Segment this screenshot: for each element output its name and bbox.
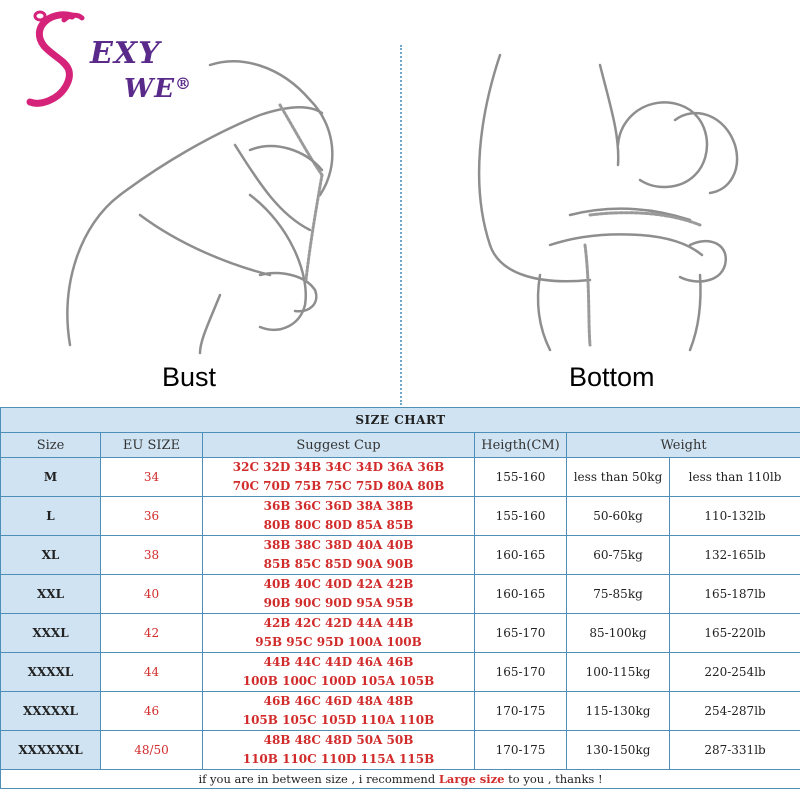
weight-kg-cell: 100-115kg <box>567 653 670 692</box>
table-footer-row <box>1 770 800 789</box>
table-row <box>1 614 800 653</box>
eu-size-cell: 38 <box>101 536 203 575</box>
header-height: Heigth(CM) <box>475 433 567 458</box>
table-row <box>1 458 800 497</box>
cup-line-1: 48B 48C 48D 50A 50B <box>263 733 414 747</box>
eu-size-cell: 36 <box>101 497 203 536</box>
cup-line-1: 32C 32D 34B 34C 34D 36A 36B <box>232 460 445 474</box>
weight-kg-cell: 130-150kg <box>567 731 670 770</box>
cup-line-1: 36B 36C 36D 38A 38B <box>263 499 414 513</box>
large-size-highlight: Large size <box>438 772 505 786</box>
header-size: Size <box>1 433 101 458</box>
cup-line-2: 80B 80C 80D 85A 85B <box>263 518 414 532</box>
weight-lb-cell: 165-187lb <box>670 575 800 614</box>
size-cell: M <box>1 458 101 497</box>
bust-measure-illustration <box>60 45 390 355</box>
weight-lb-cell: 132-165lb <box>670 536 800 575</box>
weight-lb-cell: 254-287lb <box>670 692 800 731</box>
cup-line-2: 90B 90C 90D 95A 95B <box>263 596 414 610</box>
weight-kg-cell: 85-100kg <box>567 614 670 653</box>
weight-kg-cell: 75-85kg <box>567 575 670 614</box>
size-cell: XXXXL <box>1 653 101 692</box>
cup-line-2: 70C 70D 75B 75C 75D 80A 80B <box>232 479 445 493</box>
table-row <box>1 692 800 731</box>
cup-line-1: 38B 38C 38D 40A 40B <box>263 538 414 552</box>
table-row <box>1 575 800 614</box>
eu-size-cell: 48/50 <box>101 731 203 770</box>
eu-size-cell: 42 <box>101 614 203 653</box>
eu-size-cell: 44 <box>101 653 203 692</box>
cup-line-1: 46B 46C 46D 48A 48B <box>263 694 414 708</box>
table-header-row <box>1 433 800 458</box>
header-suggest-cup: Suggest Cup <box>203 433 475 458</box>
height-cell: 155-160 <box>475 458 567 497</box>
table-title-row <box>1 408 800 433</box>
header-weight: Weight <box>567 433 800 458</box>
height-cell: 165-170 <box>475 653 567 692</box>
cup-line-2: 105B 105C 105D 110A 110B <box>242 713 435 727</box>
cup-line-2: 110B 110C 110D 115A 115B <box>242 752 435 766</box>
weight-lb-cell: 165-220lb <box>670 614 800 653</box>
size-chart-table <box>0 407 800 789</box>
bottom-caption: Bottom <box>569 362 655 392</box>
section-divider <box>400 45 402 405</box>
cup-cell <box>203 614 475 653</box>
cup-cell <box>203 536 475 575</box>
weight-lb-cell: 287-331lb <box>670 731 800 770</box>
eu-size-cell: 40 <box>101 575 203 614</box>
size-cell: XXXXXXL <box>1 731 101 770</box>
eu-size-cell: 46 <box>101 692 203 731</box>
eu-size-cell: 34 <box>101 458 203 497</box>
weight-kg-cell: less than 50kg <box>567 458 670 497</box>
brand-text-bottom: WE® <box>124 74 193 104</box>
size-cell: XL <box>1 536 101 575</box>
cup-cell <box>203 653 475 692</box>
table-row <box>1 653 800 692</box>
size-cell: XXXXXL <box>1 692 101 731</box>
size-cell: XXXL <box>1 614 101 653</box>
height-cell: 165-170 <box>475 614 567 653</box>
height-cell: 170-175 <box>475 692 567 731</box>
table-row <box>1 497 800 536</box>
weight-kg-cell: 115-130kg <box>567 692 670 731</box>
bottom-measure-illustration <box>440 45 760 355</box>
bust-caption: Bust <box>162 362 217 392</box>
height-cell: 170-175 <box>475 731 567 770</box>
cup-cell <box>203 458 475 497</box>
cup-cell <box>203 731 475 770</box>
table-row <box>1 536 800 575</box>
weight-kg-cell: 50-60kg <box>567 497 670 536</box>
size-cell: XXL <box>1 575 101 614</box>
height-cell: 160-165 <box>475 575 567 614</box>
cup-cell <box>203 575 475 614</box>
height-cell: 160-165 <box>475 536 567 575</box>
weight-lb-cell: less than 110lb <box>670 458 800 497</box>
height-cell: 155-160 <box>475 497 567 536</box>
size-advice-note: if you are in between size , i recommend Large size to you , thanks ! <box>1 770 800 789</box>
table-row <box>1 731 800 770</box>
cup-line-2: 100B 100C 100D 105A 105B <box>242 674 435 688</box>
weight-kg-cell: 60-75kg <box>567 536 670 575</box>
cup-cell <box>203 497 475 536</box>
table-title: SIZE CHART <box>1 408 800 433</box>
header-eu-size: EU SIZE <box>101 433 203 458</box>
brand-text-top: EXY <box>90 36 161 71</box>
cup-line-2: 85B 85C 85D 90A 90B <box>263 557 414 571</box>
cup-cell <box>203 692 475 731</box>
weight-lb-cell: 220-254lb <box>670 653 800 692</box>
cup-line-2: 95B 95C 95D 100A 100B <box>255 635 422 649</box>
cup-line-1: 40B 40C 40D 42A 42B <box>263 577 414 591</box>
weight-lb-cell: 110-132lb <box>670 497 800 536</box>
cup-line-1: 42B 42C 42D 44A 44B <box>263 616 414 630</box>
cup-line-1: 44B 44C 44D 46A 46B <box>263 655 414 669</box>
size-cell: L <box>1 497 101 536</box>
